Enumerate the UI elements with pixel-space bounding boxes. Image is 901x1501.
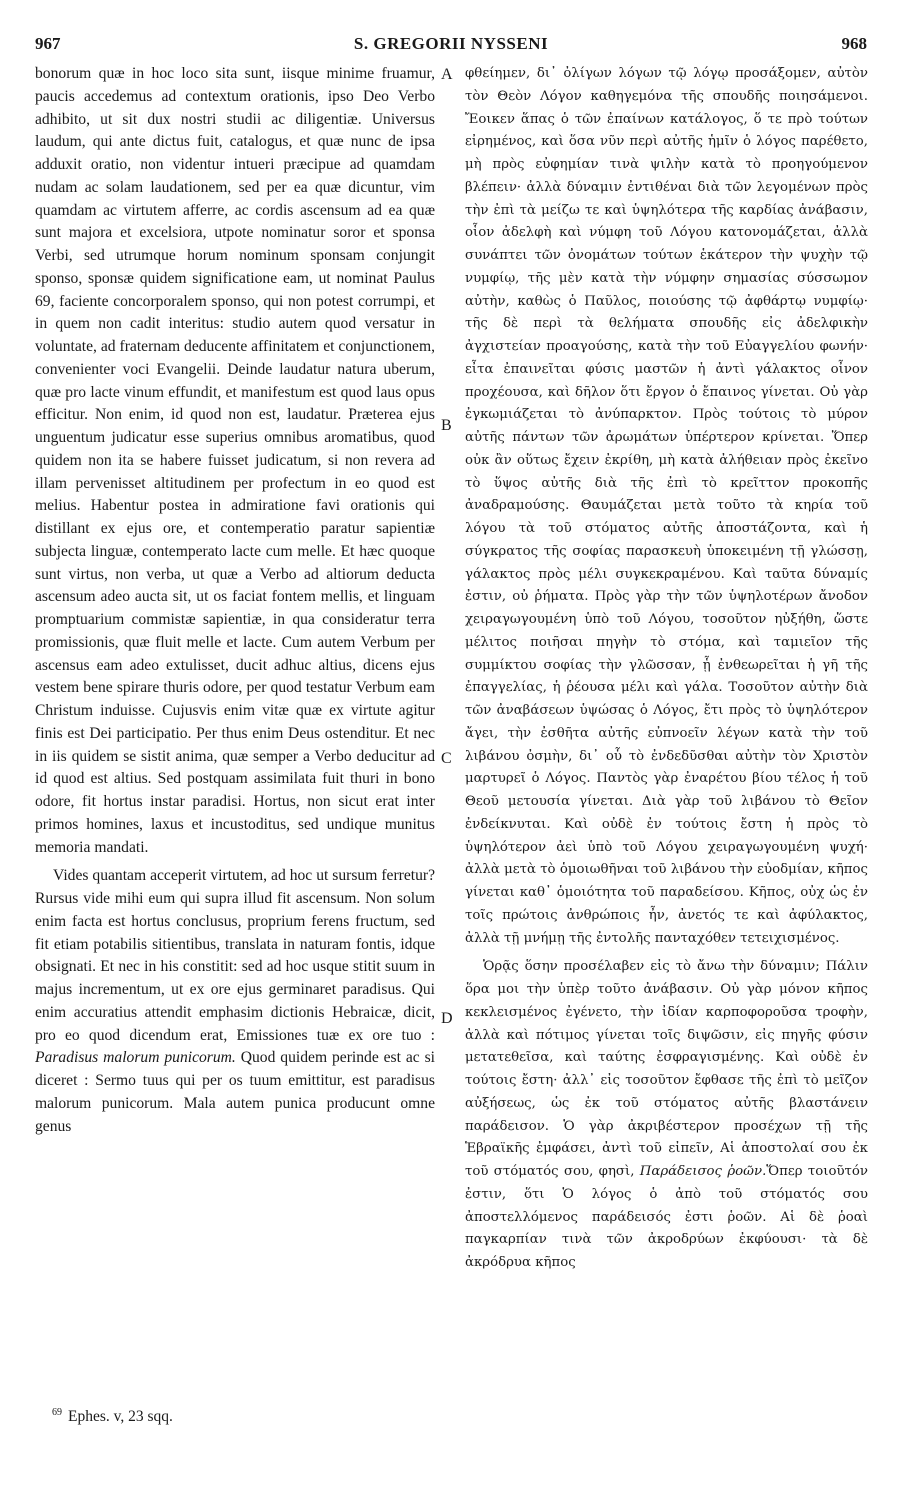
margin-marker-b: B	[441, 417, 452, 434]
page-number-right: 968	[841, 34, 867, 53]
latin-paragraph-1: bonorum quæ in hoc loco sita sunt, iisque minime fruamur, paucis accedemus ad contextum orationis, ipso Deo Verbo adhibito, ut sit dux nostri studii ac diligentiæ. Universus laudum, qui ante dictus fuit, catalogus, et quæ nunc de ipsa adduxit oratio, non videntur intueri præcipue ad quamdam nudam ac solam laudationem, sed per ea quæ dicuntur, vim quamdam ac virtutem afferre, ac cordis ascensum ad ea quæ sunt majora et excelsiora, utpote nominatur soror et sponsa Verbi, sed utrumque horum nominum sponsam conjungit sponso, sponsæ quidem significatione eam, ut nominat Paulus 69, faciente concorporalem sponso, qui non potest corrumpi, et in quem non cadit interitus: studio autem quod versatur in voluntate, ad fraternam deducente affinitatem et conjunctionem, convenienter voci Evangelii. Deinde laudatur natura uberum, quæ pro lacte vinum effundit, et manifestum est quod laus opus efficitur. Non enim, id quod non est, laudatur. Præterea ejus unguentum judicatur esse superius omnibus aromatibus, quod quidem non ita se habere fuisset judicatum, si non revera ad illam pervenisset altitudinem per profectum in eo quod est melius. Habentur postea in admiratione favi orationis qui distillant ex ejus ore, et contemperatio paratur sapientiæ subjecta linguæ, contemperato lacte cum melle. Et hæc quoque sunt virtus, non verba, ut quæ a Verbo ad altiorum deducta ascensum adeo aucta sit, ut os faciat fontem mellis, et linguam promptuarium commistæ sapientiæ, in qua consideratur terra promissionis, quæ fluit melle et lacte. Cum autem Verbum per ascensus eam adeo extulisset, ducit adhuc altius, dicens ejus vestem bene spirare thuris odore, per quod testatur Verbum eam Christum induisse. Cujusvis enim vitæ quæ ex virtute agitur finis est Dei participatio. Per thus enim Deus ostenditur. Et nec in iis quidem se sistit anima, quæ semper a Verbo deducitur ad id quod est altius. Sed postquam assimilata fuit thuri in bono odore, fit hortus instar paradisi. Hortus, non sicut erat inter primos homines, laxus et incustoditus, sed undique munitus memoria mandati.	[35, 65, 435, 856]
margin-marker-c: C	[441, 750, 452, 767]
greek-paragraph-2	[465, 956, 868, 1275]
footnote	[52, 1407, 173, 1426]
greek-paragraph-2-text: Ὁρᾷς ὅσην προσέλαβεν εἰς τὸ ἄνω τὴν δύναμιν; Πάλιν ὅρα μοι τὴν ὑπὲρ τοῦτο ἀνάβασιν. Οὐ γὰρ μόνον κῆπος κεκλεισμένος ἐγένετο, τὴν ἰδίαν καρποφοροῦσα τροφὴν, ἀλλὰ καὶ πότιμος γίνεται τοῖς διψῶσιν, εἰς πηγῆς φύσιν μετατεθεῖσα, καὶ ταύτης ἐσφραγισμένης. Καὶ οὐδὲ ἐν τούτοις ἔστη· ἀλλ᾽ εἰς τοσοῦτον ἔφθασε τῆς ἐπὶ τὸ μεῖζον αὐξήσεως, ὡς ἐκ τοῦ στόματος αὐτῆς βλαστάνειν παράδεισον. Ὁ γὰρ ἀκριβέστερον προσέχων τῇ τῆς Ἑβραϊκῆς ἐμφάσει, ἀντὶ τοῦ εἰπεῖν, Αἱ ἀποστολαί σου ἐκ τοῦ στόματός σου, φησὶ,	[465, 959, 868, 1179]
greek-quotation: Παράδεισος ῥοῶν.	[639, 1164, 767, 1179]
latin-paragraph-2-end: Quod quidem perinde est ac si diceret : Sermo tuus qui per os tuum emittitur, est paradisus malorum punicorum. Mala autem punica producunt omne genus	[35, 1049, 436, 1135]
greek-column	[465, 63, 868, 1275]
latin-paragraph-2-text: Vides quantam acceperit virtutem, ad hoc ut sursum ferretur? Rursus vide mihi eum qui supra illud fit ascensum. Non solum enim facta est hortus conclusus, proprium ferens fructum, sed fit etiam potabilis sitientibus, translata in naturam fontis, idque obsignati. Et nec in his constitit: sed ad hoc usque stitit suum in majus incrementum, ut ex ore ejus germinaret paradisus. Qui enim accuratius attendit emphasim dictionis Hebraicæ, dicit, pro eo quod dicendum erat, Emissiones tuæ ex ore tuo :	[35, 867, 435, 1044]
running-title: S. GREGORII NYSSENI	[353, 34, 549, 53]
margin-marker-a: A	[441, 66, 453, 83]
footnote-mark: 69	[52, 1407, 62, 1418]
latin-paragraph-2	[35, 865, 435, 1138]
latin-quotation: Paradisus malorum punicorum.	[35, 1049, 236, 1067]
footnote-text: Ephes. v, 23 sqq.	[68, 1408, 173, 1426]
page-header	[35, 34, 867, 58]
page-number-left: 967	[35, 34, 61, 53]
latin-column	[35, 63, 435, 1138]
greek-paragraph-1: φθείημεν, δι᾽ ὀλίγων λόγων τῷ λόγῳ προσάξομεν, αὐτὸν τὸν Θεὸν Λόγον καθηγεμόνα τῆς σπουδῆς ποιησάμενοι. Ἔοικεν ἅπας ὁ τῶν ἐπαίνων κατάλογος, ὅ τε πρὸ τούτων εἰρημένος, καὶ ὅσα νῦν περὶ αὐτῆς ἡμῖν ὁ λόγος παρέθετο, μὴ πρὸς εὐφημίαν τινὰ ψιλὴν κατὰ τὸ προηγούμενον βλέπειν· ἀλλὰ δύναμιν ἐντιθέναι διὰ τῶν λεγομένων πρὸς τὴν ἐπὶ τὰ μείζω τε καὶ ὑψηλότερα τῆς καρδίας ἀνάβασιν, οἷον ἀδελφὴ καὶ νύμφη τοῦ Λόγου κατονομάζεται, ἀλλὰ συνάπτει τῶν ὀνομάτων τούτων ἑκάτερον τὴν ψυχὴν τῷ νυμφίῳ, τῆς μὲν κατὰ τὴν νύμφην σημασίας σύσσωμον αὐτὴν, καθὼς ὁ Παῦλος, ποιούσης τῷ ἀφθάρτῳ νυμφίῳ· τῆς δὲ περὶ τὰ θελήματα σπουδῆς εἰς ἀδελφικὴν ἀγχιστείαν προαγούσης, κατὰ τὴν τοῦ Εὐαγγελίου φωνήν· εἶτα ἐπαινεῖται φύσις μαστῶν ἡ ἀντὶ γάλακτος οἶνον προχέουσα, καὶ δῆλον ὅτι ἔργον ὁ ἔπαινος γίνεται. Οὐ γὰρ ἐγκωμιάζεται τὸ ἀνύπαρκτον. Πρὸς τούτοις τὸ μύρον αὐτῆς πάντων τῶν ἀρωμάτων ὑπέρτερον κρίνεται. Ὅπερ οὐκ ἂν οὕτως ἔχειν ἐκρίθη, μὴ κατὰ ἀλήθειαν πρὸς ἐκεῖνο τὸ ὕψος αὐτῆς διὰ τῆς ἐπὶ τὸ κρεῖττον προκοπῆς ἀναδραμούσης. Θαυμάζεται μετὰ τοῦτο τὰ κηρία τοῦ λόγου τὰ τοῦ στόματος αὐτῆς ἀποστάζοντα, καὶ ἡ σύγκρατος τῆς σοφίας παρασκευὴ ὑποκειμένη τῇ γλώσσῃ, γάλακτος πρὸς μέλι συγκεκραμένου. Καὶ ταῦτα δύναμίς ἐστιν, οὐ ῥήματα. Πρὸς γὰρ τὴν τῶν ὑψηλοτέρων ἄνοδον χειραγωγουμένη ὑπὸ τοῦ Λόγου, τοσοῦτον ηὐξήθη, ὥστε μέλιτος ποιῆσαι πηγὴν τὸ στόμα, καὶ ταμιεῖον τῆς συμμίκτου σοφίας τὴν γλῶσσαν, ᾗ ἐνθεωρεῖται ἡ γῆ τῆς ἐπαγγελίας, ἡ ῥέουσα μέλι καὶ γάλα. Τοσοῦτον αὐτὴν διὰ τῶν ἀναβάσεων ὑψώσας ὁ Λόγος, ἔτι πρὸς τὸ ὑψηλότερον ἄγει, τὴν ἐσθῆτα αὐτῆς εὐπνοεῖν λέγων κατὰ τὴν τοῦ λιβάνου ὀσμὴν, δι᾽ οὗ τὸ ἐνδεδῦσθαι αὐτὴν τὸν Χριστὸν μαρτυρεῖ ὁ Λόγος. Παντὸς γὰρ ἐναρέτου βίου τέλος ἡ τοῦ Θεοῦ μετουσία γίνεται. Διὰ γὰρ τοῦ λιβάνου τὸ Θεῖον ἐνδείκνυται. Καὶ οὐδὲ ἐν τούτοις ἔστη ἡ πρὸς τὸ ὑψηλότερον ἀεὶ ὑπὸ τοῦ Λόγου χειραγωγουμένη ψυχή· ἀλλὰ μετὰ τὸ ὁμοιωθῆναι τοῦ λιβάνου τὴν εὐοδμίαν, κῆπος γίνεται καθ᾽ ὁμοιότητα τοῦ παραδείσου. Κῆπος, οὐχ ὡς ἐν τοῖς πρώτοις ἀνθρώποις ἦν, ἀνετός τε καὶ ἀφύλακτος, ἀλλὰ τῇ μνήμῃ τῆς ἐντολῆς πανταχόθεν τετειχισμένος.	[465, 66, 868, 946]
margin-marker-d: D	[441, 1010, 453, 1027]
greek-paragraph-2-end: Ὅπερ τοιοῦτόν ἐστιν, ὅτι Ὁ λόγος ὁ ἀπὸ τοῦ στόματός σου ἀποστελλόμενος παράδεισός ἐστι ῥοῶν. Αἱ δὲ ῥοαὶ παγκαρπίαν τινὰ τῶν ἀκροδρύων ἐκφύουσι· τὰ δὲ ἀκρόδρυα κῆπος	[465, 1164, 868, 1270]
